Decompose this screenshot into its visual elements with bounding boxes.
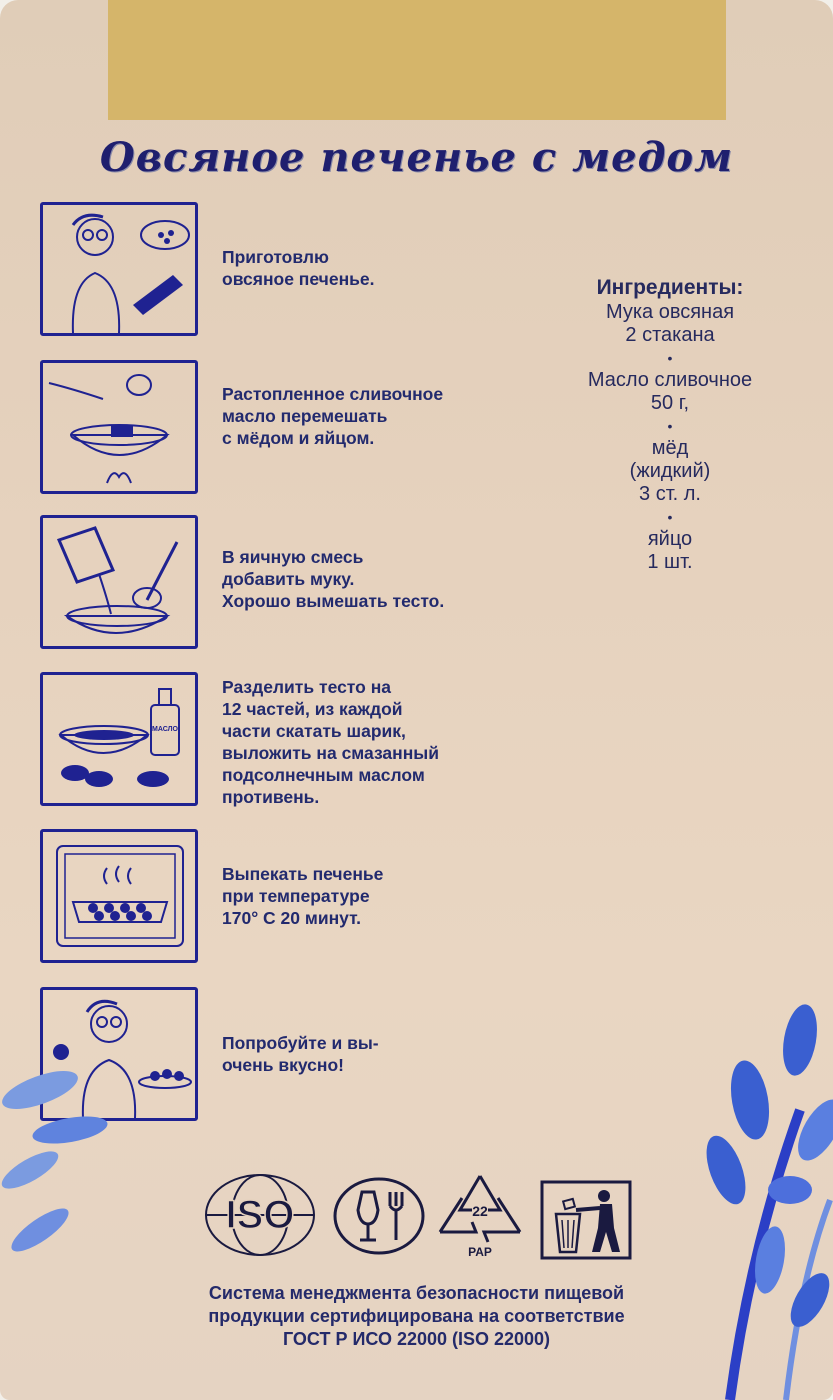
ingredient-item: яйцо 1 шт. xyxy=(647,528,693,573)
step-1-text: Приготовлю овсяное печенье. xyxy=(222,247,375,289)
step-2-text: Растопленное сливочное масло перемешать с мёдом и яйцом. xyxy=(222,384,444,448)
woman-thinking-icon xyxy=(43,205,195,333)
ingredient-bullet: • xyxy=(667,509,673,525)
label-placeholder xyxy=(108,0,726,120)
oil-bottle-label: МАСЛО xyxy=(152,726,178,733)
step-3-illustration xyxy=(40,515,198,649)
step-6-text: Попробуйте и вы- очень вкусно! xyxy=(222,1033,379,1075)
ingredient-item: Масло сливочное 50 г, xyxy=(587,369,753,414)
step-2-illustration xyxy=(40,360,198,494)
iso-text: ISO xyxy=(225,1193,295,1237)
ingredient-bullet: • xyxy=(667,350,673,366)
step-4-text: Разделить тесто на 12 частей, из каждой части скатать шарик, выложить на смазанный подсолнечным маслом противень. xyxy=(222,677,440,807)
iso-icon xyxy=(200,1172,320,1258)
step-5-text: Выпекать печенье при температуре 170° С 20 минут. xyxy=(222,864,384,928)
flour-pour-icon xyxy=(43,518,195,646)
ingredient-bullet: • xyxy=(667,418,673,434)
step-1-illustration xyxy=(40,202,198,336)
recycle-label: PAP xyxy=(468,1245,492,1259)
wheat-leaves-left-icon xyxy=(0,1050,110,1300)
ingredient-item: Мука овсяная 2 стакана xyxy=(605,301,735,346)
ingredients-block xyxy=(555,276,785,574)
ingredients-heading: Ингредиенты: xyxy=(596,276,744,299)
mixing-bowl-icon xyxy=(43,363,195,491)
oven-icon xyxy=(43,832,195,960)
certification-footer: Система менеджмента безопасности пищевой продукции сертифицирована на соответствие ГОСТ Р ИСО 22000 (ISO 22000) xyxy=(208,1283,625,1349)
food-safe-icon xyxy=(332,1176,426,1256)
tidy-man-icon xyxy=(540,1180,632,1260)
dough-balls-icon xyxy=(43,675,195,803)
step-4-illustration xyxy=(40,672,198,806)
ingredient-item: мёд (жидкий) 3 ст. л. xyxy=(629,437,711,505)
step-3-text: В яичную смесь добавить муку. Хорошо вымешать тесто. xyxy=(222,547,445,611)
recycle-icon xyxy=(432,1170,528,1262)
page-title: Овсяное печенье с медом xyxy=(99,134,734,181)
recycle-code: 22 xyxy=(472,1203,488,1219)
step-5-illustration xyxy=(40,829,198,963)
